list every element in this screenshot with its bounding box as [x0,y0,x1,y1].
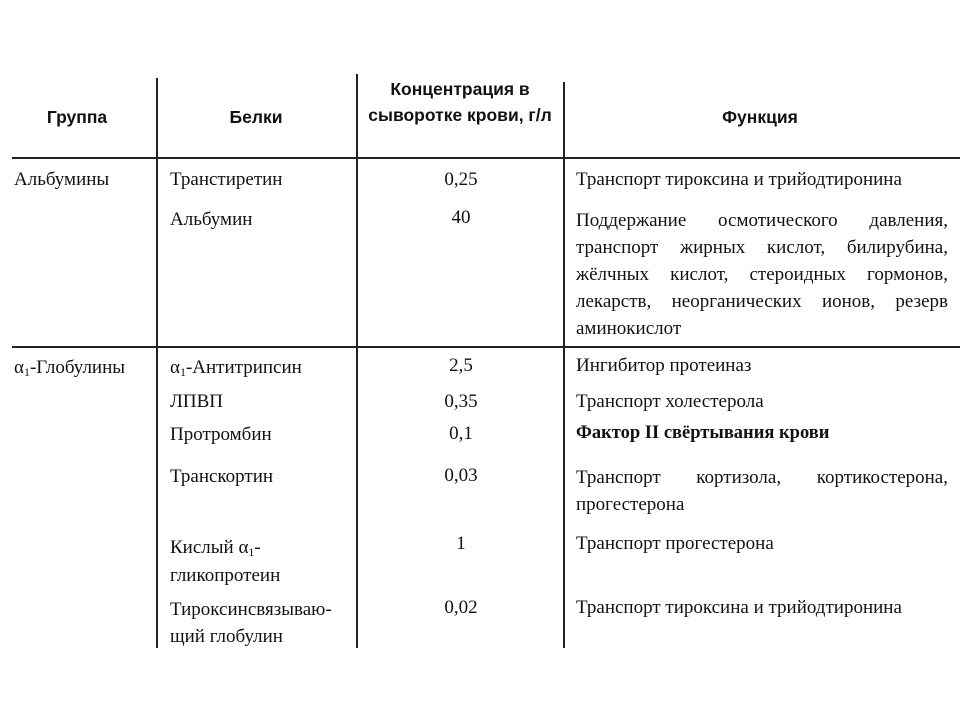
row-7-function: Транспорт тироксина и трийодтиронина [576,597,902,618]
row-2-protein-rest: -Антитрипсин [185,357,302,378]
header-function: Функция [722,107,798,127]
row-0-protein: Транстиретин [170,169,283,190]
row-2-protein-prefix: α [170,357,180,378]
row-0-function: Транспорт тироксина и трийодтиронина [576,169,902,190]
header-concentration-text: Концентрация в сыворотке крови, г/л [368,79,552,125]
row-2-group-sub: 1 [23,365,30,379]
row-6-protein-line2: гликопротеин [170,565,281,586]
header-proteins: Белки [229,107,283,127]
row-6-concentration: 1 [456,533,466,554]
section-divider [12,346,960,348]
row-5-concentration: 0,03 [444,465,478,486]
row-6-protein-rest: - [254,537,261,558]
row-2-protein-sub: 1 [179,365,186,379]
row-0-concentration: 0,25 [444,169,478,190]
row-7-concentration: 0,02 [444,597,478,618]
column-divider-2 [356,74,358,648]
row-2-group-prefix: α [14,357,24,378]
row-2-group-rest: -Глобулины [29,357,126,378]
row-4-function: Фактор II свёртывания крови [576,423,830,443]
row-4-concentration: 0,1 [449,423,473,444]
row-1-concentration: 40 [451,207,471,228]
row-5-function: Транспорт кортизола, кортикостерона, прогестерона [576,467,948,515]
row-7-protein-line1: Тироксинсвязываю- [170,599,332,620]
row-1-function: Поддержание осмотического давления, транспорт жирных кислот, билирубина, жёлчных кислот, стероидных гормонов, лекарств, неорганических ионов, резерв аминокислот [576,210,948,339]
row-3-function: Транспорт холестерола [576,391,764,412]
row-2-function: Ингибитор протеиназ [576,355,752,376]
column-divider-3 [563,82,565,648]
header-divider [12,157,960,159]
row-6-protein-sub: 1 [248,545,255,559]
row-2-protein [170,354,302,386]
row-4-protein: Протромбин [170,424,272,445]
header-group: Группа [46,107,108,127]
row-3-concentration: 0,35 [444,391,478,412]
column-divider-1 [156,78,158,648]
row-2-concentration: 2,5 [449,355,473,376]
row-3-protein: ЛПВП [170,391,224,412]
row-2-group [14,354,125,386]
row-6-protein-prefix: Кислый α [170,537,249,558]
row-7-protein-line2: щий глобулин [170,626,283,647]
row-1-protein: Альбумин [170,209,253,230]
row-0-group: Альбумины [14,169,110,190]
row-5-protein: Транскортин [170,466,274,487]
header-concentration [362,76,558,128]
row-6-function: Транспорт прогестерона [576,533,774,554]
